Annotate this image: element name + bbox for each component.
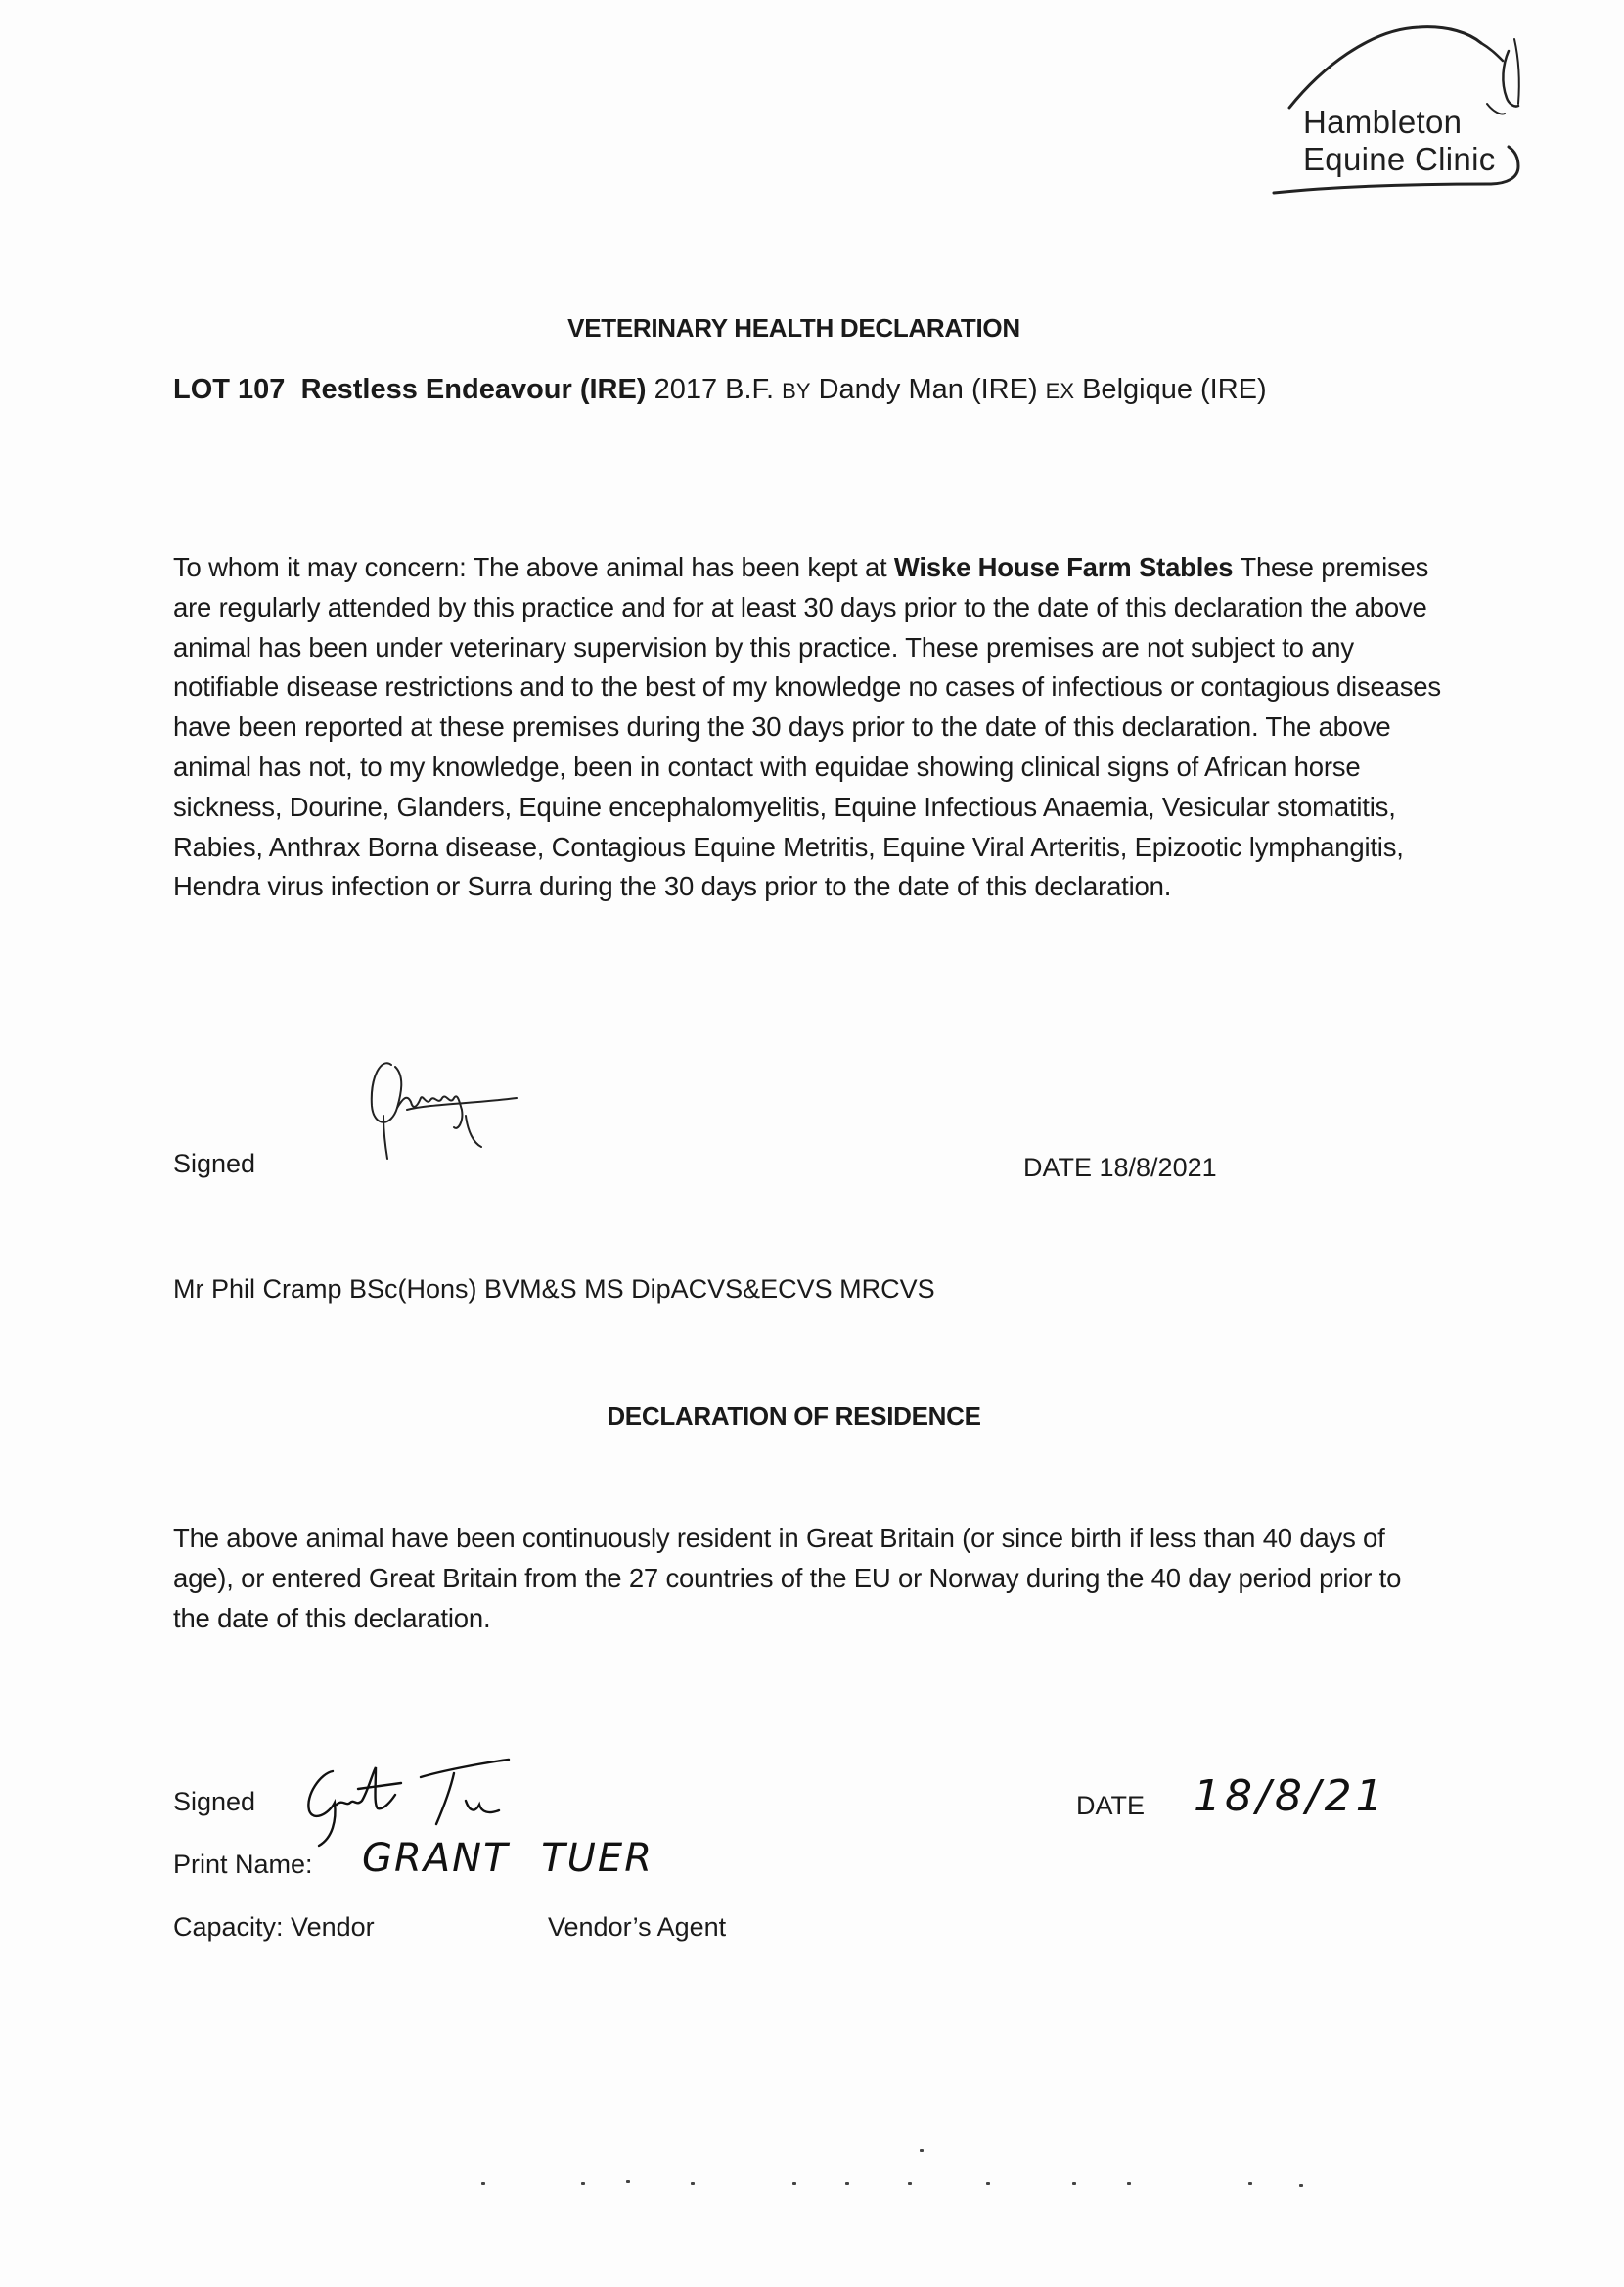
- logo-text-line2: Equine Clinic: [1303, 141, 1496, 177]
- scan-speck: [986, 2182, 990, 2185]
- vendor-signature: [293, 1752, 519, 1850]
- vet-signed-label: Signed: [173, 1149, 256, 1178]
- vet-signature: [352, 1037, 528, 1165]
- scan-speck: [691, 2182, 695, 2185]
- health-declaration-text: [173, 548, 1445, 907]
- logo-text-line1: Hambleton: [1303, 104, 1463, 140]
- scan-speck: [1299, 2184, 1303, 2187]
- ex-word: EX: [1045, 379, 1075, 403]
- sire-name: Dandy Man (IRE): [818, 374, 1038, 405]
- print-name-label: Print Name:: [173, 1850, 313, 1879]
- scan-speck: [626, 2180, 630, 2183]
- residence-text: The above animal have been continuously resident in Great Britain (or since birth if less than 40 days of age), or entered Great Britain from the 27 countries of the EU or Norway during the 40 day period prior to the date of this declaration.: [173, 1523, 1402, 1633]
- vet-date: DATE 18/8/2021: [1023, 1153, 1217, 1182]
- residence-heading: DECLARATION OF RESIDENCE: [607, 1401, 981, 1431]
- scan-speck: [920, 2149, 924, 2152]
- vendor-date-label: DATE: [1076, 1791, 1146, 1820]
- scan-speck: [1072, 2182, 1076, 2185]
- horse-details: 2017 B.F.: [654, 374, 775, 405]
- scan-speck: [845, 2182, 849, 2185]
- capacity-label: Capacity: Vendor: [173, 1912, 375, 1942]
- scan-speck: [908, 2182, 912, 2185]
- scan-speck: [1127, 2182, 1131, 2185]
- scan-speck: [1248, 2182, 1252, 2185]
- horse-name: Restless Endeavour (IRE): [300, 374, 647, 405]
- dam-name: Belgique (IRE): [1082, 374, 1267, 405]
- vendors-agent-label: Vendor’s Agent: [548, 1912, 727, 1942]
- vet-name: Mr Phil Cramp BSc(Hons) BVM&S MS DipACVS&ECVS MRCVS: [173, 1274, 935, 1304]
- vendor-signed-label: Signed: [173, 1787, 256, 1816]
- scan-speck: [792, 2182, 796, 2185]
- clinic-logo: [1262, 10, 1565, 206]
- by-word: BY: [782, 379, 811, 403]
- declaration-body: These premises are regularly attended by this practice and for at least 30 days prior to the date of this declaration the above animal has been under veterinary supervision by this practice. These premises are not subject to any notifiable disease restrictions and to the best of my knowledge no cases of infectious or contagious diseases have been reported at these premises during the 30 days prior to the date of this declaration. The above animal has not, to my knowledge, been in contact with equidae showing clinical signs of African horse sickness, Dourine, Glanders, Equine encephalomyelitis, Equine Infectious Anaemia, Vesicular stomatitis, Rabies, Anthrax Borna disease, Contagious Equine Metritis, Equine Viral Arteritis, Epizootic lymphangitis, Hendra virus infection or Surra during the 30 days prior to the date of this declaration.: [173, 552, 1441, 902]
- premises-name: Wiske House Farm Stables: [893, 552, 1234, 582]
- vendor-date-handwritten: 18/8/21: [1194, 1771, 1387, 1821]
- lot-line: [173, 374, 1267, 406]
- page-title: VETERINARY HEALTH DECLARATION: [567, 313, 1020, 343]
- print-name-handwritten: GRANT TUER: [362, 1836, 654, 1881]
- declaration-intro: To whom it may concern: The above animal has been kept at: [173, 552, 894, 582]
- scan-speck: [581, 2182, 585, 2185]
- lot-label: LOT 107: [173, 374, 286, 405]
- scan-speck: [481, 2182, 485, 2185]
